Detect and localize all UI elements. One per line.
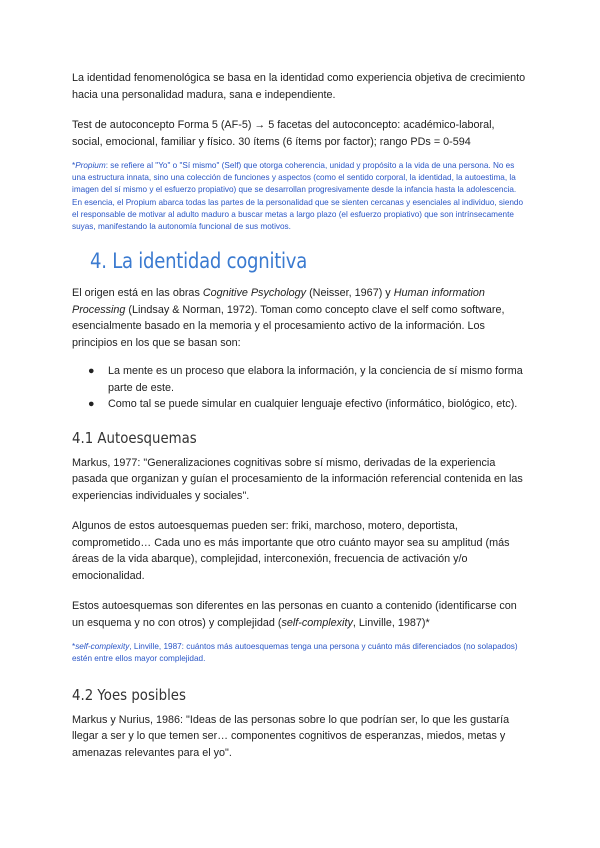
intro-paragraph-2: Test de autoconcepto Forma 5 (AF-5) → 5 facetas del autoconcepto: académico-laboral, social, emocional, familiar y físico. 30 ítems (6 ítems por factor); rango PDs = 0-594 <box>72 119 495 148</box>
intro-paragraph-1: La identidad fenomenológica se basa en la identidad como experiencia objetiva de crecimiento hacia una personalidad madura, sana e independiente. <box>72 72 526 101</box>
footnote-asterisk: * <box>72 642 76 652</box>
footnote-text: : se refiere al "Yo" o "Sí mismo" (Self) que otorga coherencia, unidad y propósito a la vida de una persona. No es una estructura innata, sino una colección de funciones y aspectos (como el sentido corporal, la identidad, la autoestima, la imagen del sí mismo y el esfuerzo propiativo) que se desarrollan progresivamente desde la infancia hasta la adolescencia. En esencia, el Propium abarca todas las partes de la personalidad que se sienten cercanas y esenciales al individuo, siendo el responsable de motivar al adulto maduro a buscar metas a largo plazo (el esfuerzo propiativo) que son intrínsecamente suyas, manifestando la autonomía funcional de sus motivos. <box>72 161 524 232</box>
autoesquemas-paragraph-3 <box>72 598 528 631</box>
section-4-2-heading: 4.2 Yoes posibles <box>72 685 186 704</box>
footnote-term-propium: Propium <box>75 161 106 170</box>
list-item <box>72 396 528 413</box>
term-self-complexity: self-complexity <box>281 616 353 629</box>
self-complexity-footnote <box>72 641 528 665</box>
footnote-asterisk: * <box>72 161 76 170</box>
text-run: (Lindsay & Norman, 1972). Toman como concepto clave el self como software, esencialmente basado en la memoria y el procesamiento activo de la información. Los principios en los que se basan son: <box>72 303 505 349</box>
autoesquemas-paragraph-2: Algunos de estos autoesquemas pueden ser: friki, marchoso, motero, deportista, comprometido… Cada uno es más importante que otro cuánto mayor sea su amplitud (más áreas de la vida abarque), complejidad, interconexión, frecuencia de activación y/o emocionalidad. <box>72 520 510 582</box>
text-run: El origen está en las obras <box>72 287 203 300</box>
propium-footnote <box>72 160 528 233</box>
section-4-1-heading: 4.1 Autoesquemas <box>72 428 197 447</box>
list-item-text: Como tal se puede simular en cualquier lenguaje efectivo (informático, biológico, etc). <box>108 398 518 411</box>
section-4-intro <box>72 285 528 351</box>
document-content <box>72 70 528 775</box>
footnote-text: , Linville, 1987: cuántos más autoesquemas tenga una persona y cuánto más diferenciados (no solapados) estén entre ellos mayor complejidad. <box>72 642 518 664</box>
text-run: , Linville, 1987)* <box>352 616 430 629</box>
work-title-human-information-processing: Human information Processing <box>72 287 485 316</box>
work-title-cognitive-psychology: Cognitive Psychology <box>202 287 307 300</box>
text-run: Estos autoesquemas son diferentes en las personas en cuanto a contenido (identificarse con un esquema y no con otros) y complejidad ( <box>72 600 517 629</box>
list-item-text: La mente es un proceso que elabora la información, y la conciencia de sí mismo forma parte de este. <box>108 365 523 394</box>
bullet-icon: ● <box>88 398 95 411</box>
autoesquemas-paragraph-1: Markus, 1977: "Generalizaciones cognitivas sobre sí mismo, derivadas de la experiencia pasada que organizan y guían el procesamiento de la información referencial contenida en las experiencias individuales y sociales". <box>72 456 523 502</box>
bullet-icon: ● <box>88 365 95 378</box>
yoes-posibles-paragraph: Markus y Nurius, 1986: "Ideas de las personas sobre lo que podrían ser, lo que les gustaría llegar a ser y lo que temen ser… componentes cognitivos de esperanzas, miedos, metas y amenazas relevantes para el yo". <box>72 713 510 759</box>
list-item <box>72 363 528 396</box>
section-4-heading: 4. La identidad cognitiva <box>90 249 308 274</box>
text-run: (Neisser, 1967) y <box>306 287 394 300</box>
principles-list <box>72 363 528 413</box>
footnote-term-self-complexity: self-complexity <box>75 642 130 652</box>
